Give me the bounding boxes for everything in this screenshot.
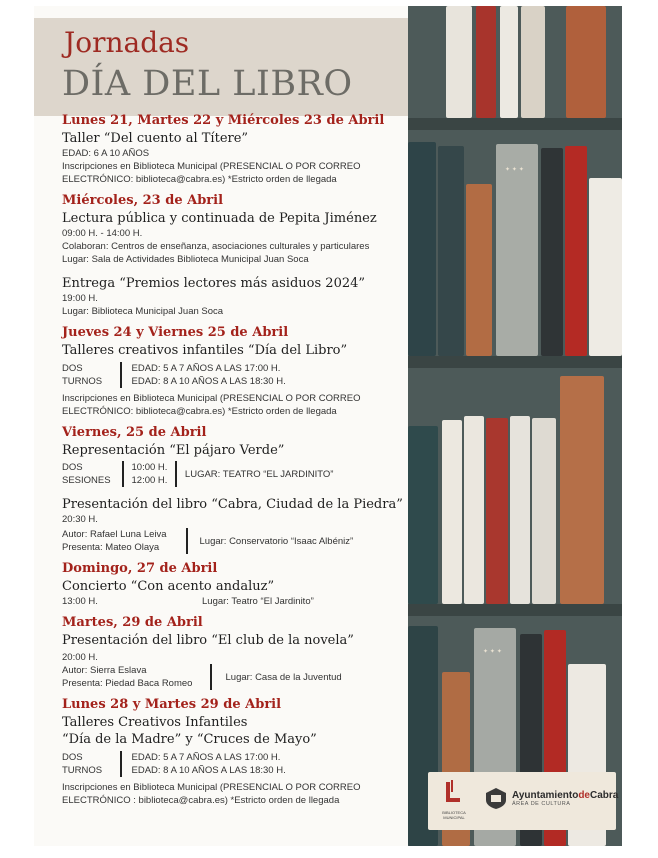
book — [565, 146, 587, 356]
book — [589, 178, 622, 356]
event-date: Miércoles, 23 de Abril — [62, 193, 224, 208]
event-date: Lunes 21, Martes 22 y Miércoles 23 de Abril — [62, 113, 385, 128]
session-time: 10:00 H. — [131, 462, 168, 473]
event-title: Taller “Del cuento al Títere” — [62, 131, 249, 146]
book-spine-text: ✦ ✦ ✦ — [483, 648, 502, 655]
shelf-board — [408, 118, 622, 130]
event-title: Lectura pública y continuada de Pepita Jiménez — [62, 211, 377, 226]
event-date: Domingo, 27 de Abril — [62, 561, 218, 576]
event-date: Viernes, 25 de Abril — [62, 425, 207, 440]
event-date: Martes, 29 de Abril — [62, 615, 203, 630]
detail-line: Colaboran: Centros de enseñanza, asociaciones culturales y particulares — [62, 241, 370, 252]
divider — [186, 528, 188, 554]
header-subtitle: Jornadas — [64, 26, 190, 59]
poster — [34, 6, 622, 846]
divider — [210, 664, 212, 690]
event-time: 20:00 H. — [62, 652, 98, 663]
detail-line: ELECTRÓNICO : biblioteca@cabra.es) *Estricto orden de llegada — [62, 795, 340, 806]
session-time: 12:00 H. — [131, 475, 168, 486]
event-title: Presentación del libro “Cabra, Ciudad de la Piedra” — [62, 497, 403, 512]
shift-detail: EDAD: 8 A 10 AÑOS A LAS 18:30 H. — [131, 765, 286, 776]
library-logo — [438, 778, 468, 824]
session-label: SESIONES — [62, 475, 111, 486]
detail-line: EDAD: 6 A 10 AÑOS — [62, 148, 150, 159]
event-date: Jueves 24 y Viernes 25 de Abril — [62, 325, 289, 340]
book — [466, 184, 492, 356]
event-title: Entrega “Premios lectores más asiduos 2024” — [62, 276, 366, 291]
schedule-block — [62, 362, 410, 388]
shelf-board — [408, 356, 622, 368]
detail-line: ELECTRÓNICO: biblioteca@cabra.es) *Estricto orden de llegada — [62, 174, 337, 185]
detail-line: 09:00 H. - 14:00 H. — [62, 228, 143, 239]
logos-panel — [428, 772, 619, 830]
credit-line: Autor: Sierra Eslava — [62, 665, 147, 676]
bookshelf-image — [408, 6, 622, 846]
header-title: DÍA DEL LIBRO — [62, 64, 353, 104]
detail-line: Inscripciones en Biblioteca Municipal (PRESENCIAL O POR CORREO — [62, 782, 361, 793]
book — [532, 418, 556, 604]
book — [438, 146, 464, 356]
event-time: 13:00 H. — [62, 596, 98, 607]
divider — [175, 461, 177, 487]
event-title: Presentación del libro “El club de la novela” — [62, 633, 354, 648]
detail-line: ELECTRÓNICO: biblioteca@cabra.es) *Estricto orden de llegada — [62, 406, 337, 417]
event-place: Lugar: Teatro “El Jardinito” — [202, 596, 314, 607]
shift-label: DOS — [62, 752, 83, 763]
schedule-block — [62, 461, 410, 487]
city-council-name: AyuntamientodeCabra — [512, 789, 619, 801]
shift-label: DOS — [62, 363, 83, 374]
book — [521, 6, 545, 118]
shift-detail: EDAD: 5 A 7 AÑOS A LAS 17:00 H. — [131, 363, 281, 374]
library-logo-text: BIBLIOTECA MUNICIPAL — [442, 810, 466, 820]
book — [442, 420, 462, 604]
credit-line: Presenta: Mateo Olaya — [62, 542, 160, 553]
book — [541, 148, 563, 356]
book — [500, 6, 518, 118]
book — [446, 6, 472, 118]
credit-line: Presenta: Piedad Baca Romeo — [62, 678, 193, 689]
event-title: “Día de la Madre” y “Cruces de Mayo” — [62, 732, 317, 747]
schedule-block — [62, 751, 410, 777]
book — [560, 376, 604, 604]
book — [464, 416, 484, 604]
event-date: Lunes 28 y Martes 29 de Abril — [62, 697, 282, 712]
divider — [120, 751, 122, 777]
shift-label: TURNOS — [62, 376, 103, 387]
event-title: Concierto “Con acento andaluz” — [62, 579, 275, 594]
event-title: Talleres creativos infantiles “Día del Libro” — [62, 343, 348, 358]
event-place: Lugar: Conservatorio “Isaac Albéniz” — [199, 535, 354, 547]
crest-icon — [484, 786, 508, 810]
shift-detail: EDAD: 5 A 7 AÑOS A LAS 17:00 H. — [131, 752, 281, 763]
program-list — [62, 112, 410, 807]
shift-label: TURNOS — [62, 765, 103, 776]
credit-line: Autor: Rafael Luna Leiva — [62, 529, 167, 540]
event-place: LUGAR: TEATRO “EL JARDINITO” — [184, 468, 334, 480]
time-place-row — [62, 595, 410, 608]
detail-line: Lugar: Sala de Actividades Biblioteca Municipal Juan Soca — [62, 254, 309, 265]
book — [496, 144, 538, 356]
book — [408, 142, 436, 356]
divider — [120, 362, 122, 388]
detail-line: Lugar: Biblioteca Municipal Juan Soca — [62, 306, 224, 317]
event-place: Lugar: Casa de la Juventud — [225, 671, 342, 683]
credits-block — [62, 528, 410, 554]
culture-area-label: ÁREA DE CULTURA — [512, 800, 571, 807]
shift-detail: EDAD: 8 A 10 AÑOS A LAS 18:30 H. — [131, 376, 286, 387]
divider — [122, 461, 124, 487]
event-title: Talleres Creativos Infantiles — [62, 715, 248, 730]
book — [408, 426, 438, 604]
city-council-logo — [484, 786, 618, 810]
credits-block — [62, 664, 410, 690]
book-spine-text: ✦ ✦ ✦ — [505, 166, 524, 173]
shelf-board — [408, 604, 622, 616]
header-band — [34, 18, 408, 116]
session-label: DOS — [62, 462, 83, 473]
event-title: Representación “El pájaro Verde” — [62, 443, 285, 458]
event-time: 20:30 H. — [62, 514, 98, 525]
book — [510, 416, 530, 604]
book — [566, 6, 606, 118]
book — [486, 418, 508, 604]
detail-line: Inscripciones en Biblioteca Municipal (PRESENCIAL O POR CORREO — [62, 393, 361, 404]
book — [476, 6, 496, 118]
detail-line: 19:00 H. — [62, 293, 98, 304]
detail-line: Inscripciones en Biblioteca Municipal (PRESENCIAL O POR CORREO — [62, 161, 361, 172]
